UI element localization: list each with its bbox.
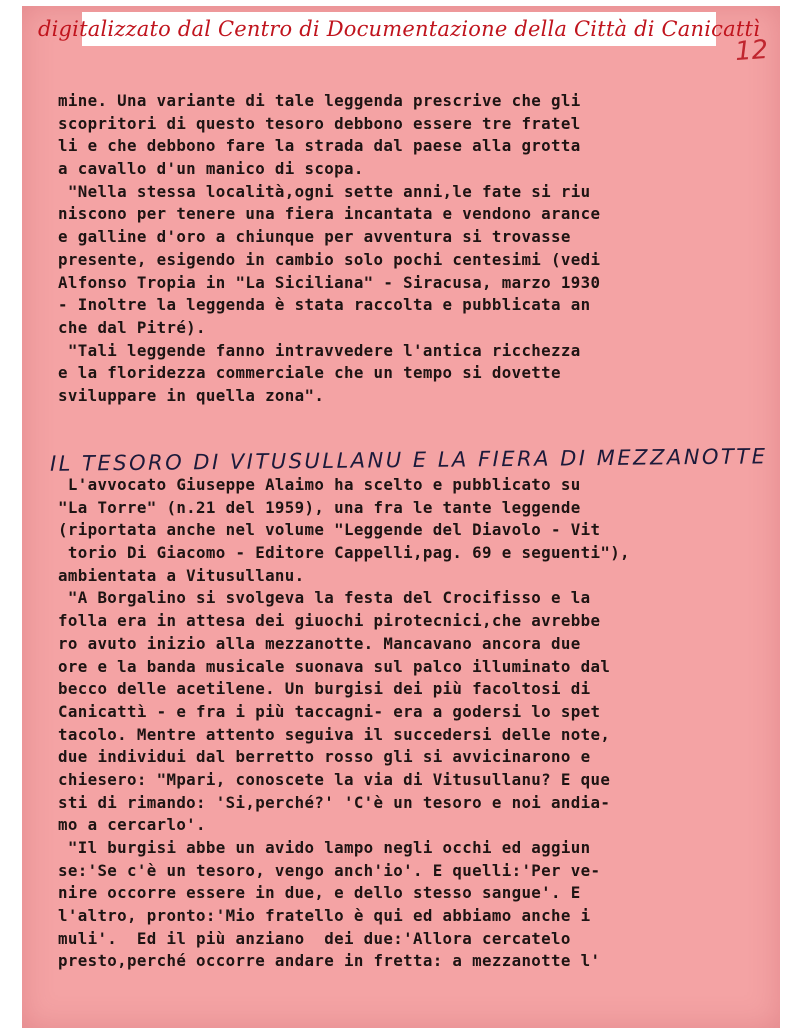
paragraph-block-1 — [58, 90, 774, 408]
text-line: e la floridezza commerciale che un tempo si dovette — [58, 363, 561, 383]
text-line: "Il burgisi abbe un avido lampo negli occhi ed aggiun — [58, 838, 591, 857]
text-line: l'altro, pronto:'Mio fratello è qui ed abbiamo anche i — [58, 906, 591, 926]
text-line: folla era in attesa dei giuochi pirotecnici,che avrebbe — [58, 611, 601, 631]
text-line: tacolo. Mentre attento seguiva il succedersi delle note, — [58, 724, 611, 744]
text-line: mo a cercarlo'. — [58, 815, 206, 835]
text-line: che dal Pitré). — [58, 317, 206, 337]
text-line: sti di rimando: 'Si,perché?' 'C'è un tesoro e noi andia- — [58, 792, 611, 812]
text-line: niscono per tenere una fiera incantata e vendono arance — [58, 204, 601, 224]
text-line: (riportata anche nel volume "Leggende del Diavolo - Vit — [58, 520, 601, 540]
text-line: sviluppare in quella zona". — [58, 385, 325, 405]
text-line: ore e la banda musicale suonava sul palco illuminato dal — [58, 656, 611, 676]
text-line: "Nella stessa località,ogni sette anni,le fate si riu — [58, 181, 591, 201]
text-line: nire occorre essere in due, e dello stesso sangue'. E — [58, 883, 581, 903]
text-line: "Tali leggende fanno intravvedere l'antica ricchezza — [58, 340, 581, 360]
text-line: se:'Se c'è un tesoro, vengo anch'io'. E quelli:'Per ve- — [58, 860, 601, 880]
text-line: chiesero: "Mpari, conoscete la via di Vitusullanu? E que — [58, 769, 611, 789]
page-number: 12 — [733, 34, 770, 68]
text-line: scopritori di questo tesoro debbono essere tre fratel — [58, 113, 581, 133]
text-line: ambientata a Vitusullanu. — [58, 565, 305, 585]
paragraph-block-2 — [58, 474, 774, 973]
text-line: - Inoltre la leggenda è stata raccolta e pubblicata an — [58, 295, 591, 315]
document-page — [22, 6, 780, 1028]
text-line: torio Di Giacomo - Editore Cappelli,pag. 69 e seguenti"), — [58, 543, 630, 563]
text-line: li e che debbono fare la strada dal paese alla grotta — [58, 136, 581, 156]
text-line: "La Torre" (n.21 del 1959), una fra le tante leggende — [58, 497, 581, 517]
text-line: "A Borgalino si svolgeva la festa del Crocifisso e la — [58, 588, 591, 608]
text-line: e galline d'oro a chiunque per avventura si trovasse — [58, 227, 571, 247]
text-line: L'avvocato Giuseppe Alaimo ha scelto e pubblicato su — [58, 475, 581, 494]
text-line: due individui dal berretto rosso gli si avvicinarono e — [58, 747, 591, 767]
digitization-banner: digitalizzato dal Centro di Documentazione della Città di Canicattì — [82, 12, 716, 46]
text-line: muli'. Ed il più anziano dei due:'Allora cercatelo — [58, 928, 571, 948]
text-line: Canicattì - e fra i più taccagni- era a godersi lo spet — [58, 701, 601, 721]
text-line: ro avuto inizio alla mezzanotte. Mancavano ancora due — [58, 633, 581, 653]
text-line: Alfonso Tropia in "La Siciliana" - Siracusa, marzo 1930 — [58, 272, 601, 292]
text-line: mine. Una variante di tale leggenda prescrive che gli — [58, 91, 581, 110]
handwritten-heading: IL TESORO DI VITUSULLANU E LA FIERA DI MEZZANOTTE — [49, 444, 768, 476]
text-line: presto,perché occorre andare in fretta: a mezzanotte l' — [58, 951, 601, 971]
text-line: becco delle acetilene. Un burgisi dei più facoltosi di — [58, 679, 591, 699]
text-line: presente, esigendo in cambio solo pochi centesimi (vedi — [58, 249, 601, 269]
text-line: a cavallo d'un manico di scopa. — [58, 159, 364, 179]
